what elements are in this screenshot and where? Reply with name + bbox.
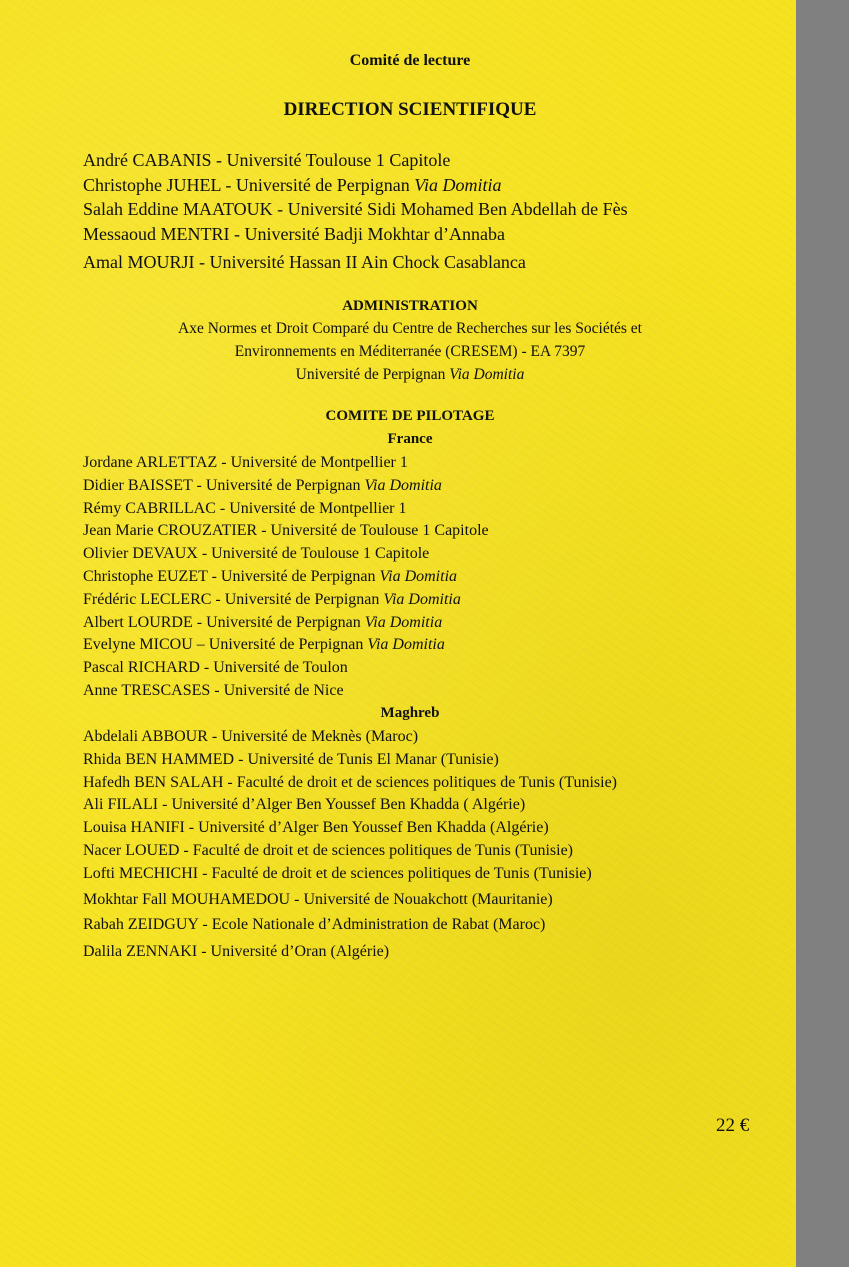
member-name: Rhida BEN HAMMED [83,750,235,768]
separator: - [210,681,224,699]
separator: - [290,890,304,908]
member-name: Rémy CABRILLAC [83,499,216,517]
member-name: Albert LOURDE [83,613,193,631]
direction-list [83,148,628,275]
administration-line-3 [0,366,820,384]
page-title: Comité de lecture [349,52,471,69]
member-name: Christophe JUHEL [83,174,221,195]
direction-heading: DIRECTION SCIENTIFIQUE [283,99,537,120]
member-affiliation: Université de Perpignan [205,476,365,494]
separator: - [192,476,206,494]
member-affiliation: Université de Nice [223,681,344,699]
separator: - [207,567,221,585]
member-name: André CABANIS [83,150,212,170]
administration-line-2: Environnements en Méditerranée (CRESEM) - EA 7397 [234,343,586,360]
list-item [83,863,617,886]
direction-member: Christophe JUHEL - Université de Perpignan Via Domitia [83,174,502,195]
list-item [83,520,489,543]
member-affiliation: Université Sidi Mohamed Ben Abdellah de Fès [287,199,628,219]
price-label: 22 € [716,1115,750,1136]
list-item [83,589,489,612]
list-item [83,772,617,795]
list-item [83,680,489,703]
pilotage-heading: COMITE DE PILOTAGE [325,408,495,424]
administration-heading: ADMINISTRATION [342,298,478,314]
member-name: Ali FILALI [83,796,159,814]
france-label: France [387,431,433,447]
separator: - [215,499,230,517]
list-item [83,889,617,912]
book-spine [796,0,849,1267]
member-name: Louisa HANIFI [83,819,185,837]
list-item [83,612,489,635]
list-item [83,726,617,749]
member-name: Lofti MECHICHI [83,864,199,882]
member-name: Frédéric LECLERC [83,590,212,608]
list-item [83,749,617,772]
member-affiliation: Université de Meknès (Maroc) [221,728,419,745]
administration-line-1: Axe Normes et Droit Comparé du Centre de Recherches sur les Sociétés et [178,320,642,337]
separator: - [197,545,212,563]
administration-university: Université de Perpignan [295,366,450,383]
member-affiliation: Université de Tunis El Manar (Tunisie) [247,750,499,768]
member-affiliation: Faculté de droit et de sciences politiques de Tunis (Tunisie) [236,773,618,791]
member-affiliation-italic: Via Domitia [364,613,443,631]
member-name: Messaoud MENTRI [83,223,230,244]
member-affiliation: Université de Perpignan [206,613,365,631]
member-affiliation: Ecole Nationale d’Administration de Rabat (Maroc) [211,916,546,934]
member-affiliation-italic: Via Domitia [367,636,445,654]
member-affiliation: Université de Montpellier 1 [229,499,407,517]
separator: - [217,454,231,471]
maghreb-list [83,726,617,964]
direction-member: Salah Eddine MAATOUK - Université Sidi Mohamed Ben Abdellah de Fès [83,199,628,219]
member-name: Olivier DEVAUX [83,545,198,563]
separator: - [211,590,225,608]
member-name: Pascal RICHARD [83,659,200,677]
member-affiliation: Université Toulouse 1 Capitole [226,150,451,170]
direction-member: André CABANIS - Université Toulouse 1 Capitole [83,150,451,170]
list-item [83,543,489,566]
member-affiliation-italic: Via Domitia [379,567,458,585]
list-item [83,817,617,840]
member-name: Rabah ZEIDGUY [83,916,199,934]
separator: - [184,819,199,837]
list-item [83,941,617,964]
member-affiliation-italic: Via Domitia [383,590,461,608]
member-name: Nacer LOUED [83,841,180,859]
separator: - [197,943,211,961]
administration-university-italic: Via Domitia [449,366,525,383]
separator: - [257,522,271,540]
separator: - [234,750,248,768]
member-affiliation: Université de Perpignan [220,567,380,585]
member-name: Amal MOURJI [83,252,195,272]
separator: - [198,916,212,934]
member-affiliation: Université de Perpignan [235,174,415,195]
member-affiliation: Université d’Alger Ben Youssef Ben Khadda (Algérie) [198,819,549,837]
france-list [83,452,489,703]
member-name: Abdelali ABBOUR [83,728,208,745]
member-name: Dalila ZENNAKI [83,943,198,961]
list-item [83,914,617,937]
member-affiliation: Université de Toulouse 1 Capitole [211,545,430,563]
direction-member: Messaoud MENTRI - Université Badji Mokhtar d’Annaba [83,223,505,244]
separator: - [158,796,172,814]
member-name: Mokhtar Fall MOUHAMEDOU [83,890,291,908]
member-name: Anne TRESCASES [83,681,211,699]
member-affiliation: Université de Toulouse 1 Capitole [270,522,489,540]
separator: - [223,773,237,791]
member-affiliation: Université Hassan II Ain Chock Casablanca [209,252,526,272]
member-name: Christophe EUZET [83,567,208,585]
member-name: Didier BAISSET [83,476,193,494]
separator: – [192,636,209,654]
member-affiliation-italic: Via Domitia [414,174,502,195]
member-affiliation: Université de Perpignan [208,636,368,654]
list-item [83,657,489,680]
list-item [83,498,489,521]
separator: - [179,841,193,859]
list-item [83,794,617,817]
list-item [83,475,489,498]
list-item [83,634,489,657]
member-name: Hafedh BEN SALAH [83,773,224,791]
separator: - [199,659,214,677]
member-affiliation: Université de Nouakchott (Mauritanie) [303,890,553,908]
member-affiliation-italic: Via Domitia [364,476,442,494]
direction-member: Amal MOURJI - Université Hassan II Ain Chock Casablanca [83,252,526,272]
member-affiliation: Université Badji Mokhtar d’Annaba [244,223,505,244]
separator: - [198,864,212,882]
member-name: Evelyne MICOU [83,636,193,654]
separator: - [207,728,222,745]
member-affiliation: Université de Montpellier 1 [230,454,408,471]
member-affiliation: Université d’Oran (Algérie) [210,943,390,961]
list-item [83,840,617,863]
member-name: Jean Marie CROUZATIER [83,522,258,540]
maghreb-label: Maghreb [380,705,440,721]
member-affiliation: Faculté de droit et de sciences politiques de Tunis (Tunisie) [192,841,573,859]
member-name: Jordane ARLETTAZ [83,454,218,471]
member-affiliation: Faculté de droit et de sciences politiques de Tunis (Tunisie) [211,864,592,882]
member-affiliation: Université d’Alger Ben Youssef Ben Khadda ( Algérie) [171,796,526,814]
member-affiliation: Université de Perpignan [224,590,384,608]
member-name: Salah Eddine MAATOUK [83,199,273,219]
list-item [83,566,489,589]
separator: - [192,613,207,631]
list-item [83,452,489,475]
member-affiliation: Université de Toulon [213,659,348,677]
